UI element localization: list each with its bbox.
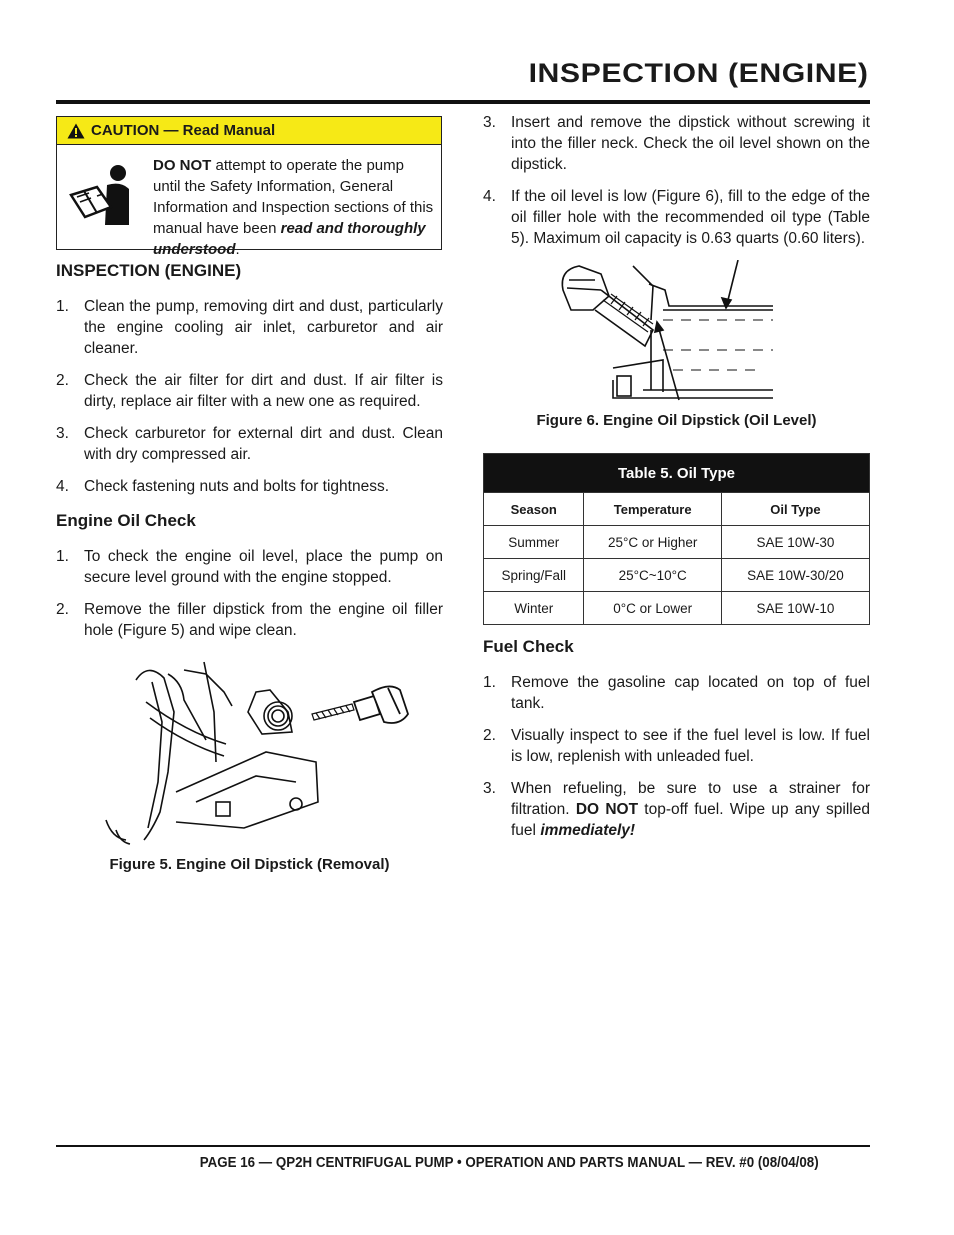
oil-check-list xyxy=(56,546,443,641)
table-caption: Table 5. Oil Type xyxy=(484,454,870,493)
table-header-cell: Temperature xyxy=(584,493,721,526)
table-cell: SAE 10W-30 xyxy=(721,526,869,559)
left-column xyxy=(56,116,443,875)
page-footer: PAGE 16 — QP2H CENTRIFUGAL PUMP • OPERATION AND PARTS MANUAL — REV. #0 (08/04/08) xyxy=(199,1155,819,1171)
table-row xyxy=(484,526,870,559)
figure5-caption: Figure 5. Engine Oil Dipstick (Removal) xyxy=(109,856,390,873)
list-item: 4. If the oil level is low (Figure 6), fill to the edge of the oil filler hole with the recommended oil type (Table 5). Maximum oil capacity is 0.63 quarts (0.60 liters). xyxy=(483,188,870,247)
read-manual-icon xyxy=(69,163,139,225)
warning-triangle-icon xyxy=(67,123,85,139)
oil-check-list-continued xyxy=(483,112,870,249)
fuel-check-heading: Fuel Check xyxy=(483,637,574,656)
table-cell: Summer xyxy=(484,526,584,559)
list-item: 3. Insert and remove the dipstick without screwing it into the filler neck. Check the oil level shown on the dipstick. xyxy=(483,114,870,173)
fuel-check-list xyxy=(483,672,870,841)
list-item: 3. Check carburetor for external dirt and dust. Clean with dry compressed air. xyxy=(56,425,443,463)
table-row xyxy=(484,592,870,625)
table-row xyxy=(484,559,870,592)
table-cell: Winter xyxy=(484,592,584,625)
table-cell: SAE 10W-30/20 xyxy=(721,559,869,592)
page-title: INSPECTION (ENGINE) xyxy=(529,58,869,88)
caution-end: . xyxy=(235,241,240,258)
list-item: 4. Check fastening nuts and bolts for tightness. xyxy=(56,478,390,495)
oil-type-table xyxy=(483,453,870,625)
list-item: 2. Visually inspect to see if the fuel level is low. If fuel is low, replenish with unleaded fuel. xyxy=(483,727,870,765)
header-rule xyxy=(56,100,870,104)
list-item: 1. Remove the gasoline cap located on top of fuel tank. xyxy=(483,674,870,712)
engine-oil-level-illustration xyxy=(483,260,870,408)
table-header-cell: Season xyxy=(484,493,584,526)
caution-header-text: CAUTION — Read Manual xyxy=(91,122,276,139)
caution-box xyxy=(56,116,442,258)
right-column xyxy=(483,112,870,852)
table-cell: SAE 10W-10 xyxy=(721,592,869,625)
caution-emphasis: read and thoroughly understood xyxy=(153,220,426,258)
list-item: 1. To check the engine oil level, place the pump on secure level ground with the engine stopped. xyxy=(56,548,443,586)
caution-header xyxy=(57,117,441,145)
list-item: 2. Remove the filler dipstick from the engine oil filler hole (Figure 5) and wipe clean. xyxy=(56,601,443,639)
oil-check-heading: Engine Oil Check xyxy=(56,511,196,530)
table-cell: 25°C or Higher xyxy=(584,526,721,559)
table-header-row xyxy=(484,493,870,526)
list-item: 2. Check the air filter for dirt and dust. If air filter is dirty, replace air filter with a new one as required. xyxy=(56,372,443,410)
engine-dipstick-removal-illustration xyxy=(56,652,443,852)
caution-lead: DO NOT xyxy=(153,157,212,174)
inspection-list xyxy=(56,296,443,497)
table-cell: Spring/Fall xyxy=(484,559,584,592)
list-item: 1. Clean the pump, removing dirt and dust, particularly the engine cooling air inlet, carburetor and air cleaner. xyxy=(56,298,443,357)
table-cell: 0°C or Lower xyxy=(584,592,721,625)
fuel-emphasis: immediately! xyxy=(540,822,636,839)
inspection-heading: INSPECTION (ENGINE) xyxy=(56,261,242,280)
table-cell: 25°C~10°C xyxy=(584,559,721,592)
fuel-do-not: DO NOT xyxy=(575,801,639,818)
list-item: 3. When refueling, be sure to use a strainer for filtration. DO NOT top-off fuel. Wipe up any spilled fuel immediately! xyxy=(483,780,870,839)
table-header-cell: Oil Type xyxy=(721,493,869,526)
caution-body-text: attempt to operate the pump until the Safety Information, General Information and Inspection sections of this manual have been xyxy=(153,157,434,237)
figure6-caption: Figure 6. Engine Oil Dipstick (Oil Level) xyxy=(536,412,817,429)
caution-text xyxy=(153,155,435,260)
footer-rule xyxy=(56,1145,870,1147)
